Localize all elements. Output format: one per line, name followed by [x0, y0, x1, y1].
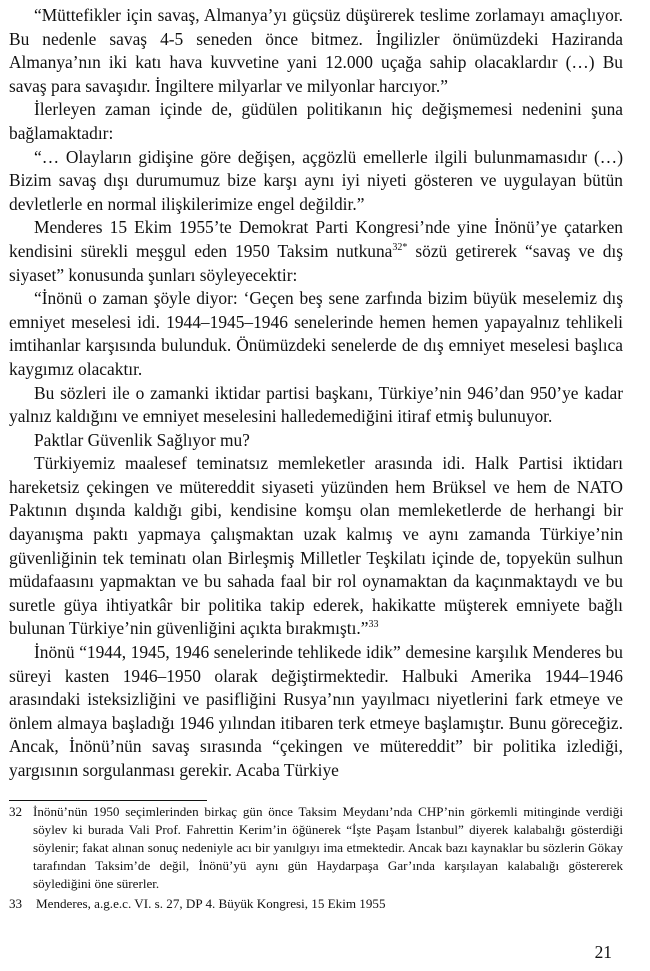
quote-paragraph: “İnönü o zaman şöyle diyor: ‘Geçen beş sene zarfında bizim büyük meselemiz dış emniyet meselesi idi. 1944–1945–1946 senelerinde hemen hemen yapayalnız tehlikeli imtihanlar karşısında bulunduk. Önümüzdeki senelerde de dış emniyet meselesi başlıca kaygımız olacaktır. — [9, 288, 623, 379]
quote-paragraph — [9, 452, 623, 641]
paragraph-text: Türkiyemiz maalesef teminatsız memleketler arasında idi. Halk Partisi iktidarı hareketsiz çekingen ve mütereddit siyaseti yüzünden hem Brüksel ve hem de NATO Paktının dışında kaldığı gibi, kendisine komşu olan memleketlerde de herhangi bir dayanışma paktı yapmaya çalışmaktan uzak kalmış ve aynı zamanda Türkiye’nin güvenliğinin tek teminatı olan Birleşmiş Milletler Teşkilatı içinde de, topyekün sulhun müdafaasını yapmaktan ve bu sahada faal bir rol oynamaktan da kaçınmaktaydı ve bu suretle güya ihtiyatkâr bir politika takip ederek, hakikatte müşterek emniyete bağlı bulunan Türkiye’nin güvenliğini açıkta bırakmıştı.” — [9, 453, 623, 639]
section-heading: Paktlar Güvenlik Sağlıyor mu? — [34, 429, 250, 450]
footnote-33 — [9, 895, 623, 913]
footnote-text: İnönü’nün 1950 seçimlerinden birkaç gün önce Taksim Meydanı’nda CHP’nin görkemli mitinginde verdiği söylev ki burada Vali Prof. Fahrettin Kerim’in öğünerek “İşte Paşam İstanbul” diyerek kalabalığı gösterdiği söylenir; fakat alınan sonuç nedeniyle acı bir yanılgıyı ima etmektedir. Ancak bazı kaynaklar bu sözlerin Gökay tarafından Taksim’de değil, İnönü’yü aynı gün Haydarpaşa Gar’ında karşılayan kalabalığı göstererek söylediğini öne sürerler. — [33, 804, 623, 891]
footnote-number: 32 — [9, 804, 23, 819]
footnotes — [9, 803, 623, 913]
page-body — [9, 4, 623, 783]
paragraph-text: Menderes 15 Ekim 1955’te Demokrat Parti Kongresi’nde yine İnönü’ye çatarken kendisini sürekli meşgul eden 1950 Taksim nutkuna — [9, 217, 623, 261]
body-paragraph — [9, 216, 623, 287]
footnote-ref: 32* — [392, 242, 408, 254]
body-paragraph: İnönü “1944, 1945, 1946 senelerinde tehlikede idik” demesine karşılık Menderes bu süreyi kasten 1946–1950 olarak değiştirmektedir. Halbuki Amerika 1944–1946 arasındaki isteksizliğini ve pasifliğini Rusya’nın yayılmacı niyetlerini fark etmeye ve önlem almaya başladığı 1946 yılından itibaren terk etmeye başlamıştır. Bunu göreceğiz. Ancak, İnönü’nün savaş sırasında “çekingen ve mütereddit” bir politika izlediği, yargısının sorgulanması gerekir. Acaba Türkiye — [9, 642, 623, 780]
page-number: 21 — [594, 942, 612, 962]
quote-paragraph: Bu sözleri ile o zamanki iktidar partisi başkanı, Türkiye’nin 946’dan 950’ye kadar yalnız kaldığını ve emniyet meselesini halledemediğini itiraf etmiş bulunuyor. — [9, 382, 623, 427]
quote-paragraph: “… Olayların gidişine göre değişen, açgözlü emellerle ilgili bulunmamasıdır (…) Bizim savaş dışı durumumuz bize karşı aynı iyi niyeti gösteren ve uygulayan bütün devletlerle en normal ilişkilerimize engel değildir.” — [9, 146, 623, 214]
paragraph-text: sözü getirerek “savaş ve dış siyaset” konusunda şunları söyleyecektir: — [9, 240, 624, 285]
footnote-text: Menderes, a.g.e.c. VI. s. 27, DP 4. Büyük Kongresi, 15 Ekim 1955 — [36, 896, 386, 911]
footnote-number: 33 — [9, 896, 23, 911]
footnote-divider — [9, 800, 207, 801]
footnote-32 — [9, 803, 623, 893]
body-paragraph: İlerleyen zaman içinde de, güdülen politikanın hiç değişmemesi nedenini şuna bağlamaktadır: — [9, 99, 623, 143]
footnote-ref: 33 — [368, 619, 379, 631]
quote-paragraph: “Müttefikler için savaş, Almanya’yı güçsüz düşürerek teslime zorlamayı amaçlıyor. Bu nedenle savaş 4-5 seneden önce bitmez. İngilizler önümüzdeki Haziranda Almanya’nın iki katı hava kuvvetine yani 12.000 uçağa sahip olacaklardır (…) Bu savaş para savaşıdır. İngiltere milyarlar ve milyonlar harcıyor.” — [9, 5, 623, 96]
